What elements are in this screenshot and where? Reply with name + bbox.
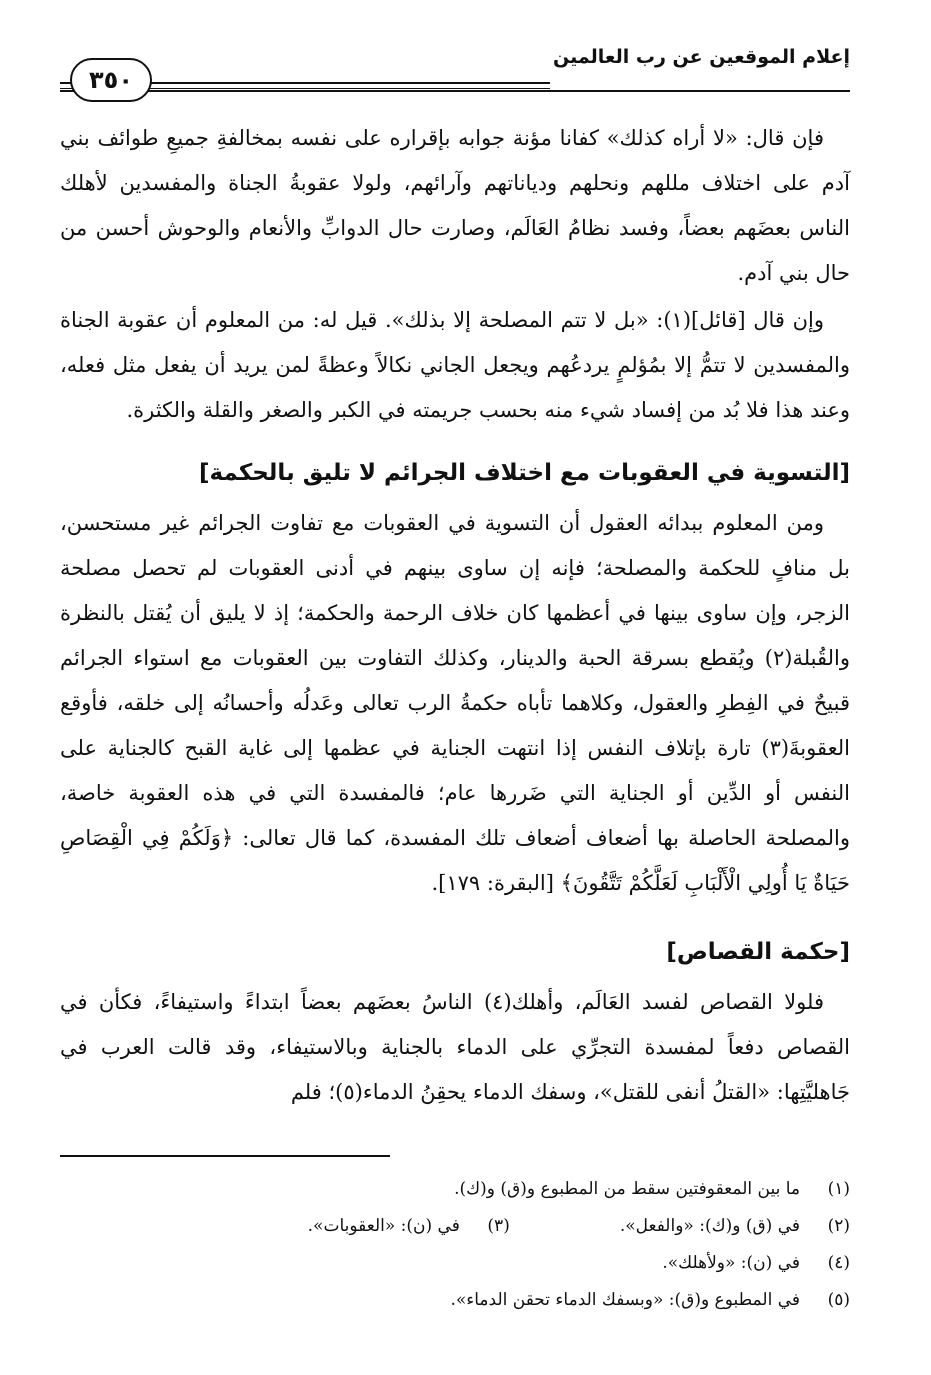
section-heading: [التسوية في العقوبات مع اختلاف الجرائم لا تليق بالحكمة]	[198, 460, 850, 486]
footnote-text: ما بين المعقوفتين سقط من المطبوع و(ق) و(ك).	[454, 1179, 800, 1199]
footnote-number: (٢)	[827, 1216, 850, 1236]
book-page	[60, 40, 850, 1360]
paragraph: وإن قال [قائل](١): «بل لا تتم المصلحة إلا بذلك». قيل له: من المعلوم أن عقوبة الجناة والمفسدين لا تتمُّ إلا بمُؤلمٍ يردعُهم ويجعل الجاني نكالاً وعظةً لمن يريد أن يفعل مثل فعله، وعند هذا فلا بُد من إفساد شيء منه بحسب جريمته في الكبر والصغر والقلة والكثرة.	[60, 308, 850, 422]
footnote-number: (٤)	[827, 1253, 850, 1273]
footnote-number: (٣)	[487, 1216, 510, 1236]
footnote-text: في (ن): «ولأهلك».	[662, 1253, 800, 1273]
book-title: إعلام الموقعين عن رب العالمين	[553, 46, 850, 68]
footnote-number: (١)	[827, 1179, 850, 1199]
page-header	[60, 40, 850, 102]
paragraph: فإن قال: «لا أراه كذلك» كفانا مؤنة جوابه بإقراره على نفسه بمخالفةِ جميعِ طوائف بني آدم على اختلاف مللهم ونحلهم ودياناتهم وآرائهم، ولولا عقوبةُ الجناة والمفسدين لأهلك الناس بعضَهم بعضاً، وفسد نظامُ العَالَم، وصارت حال الدوابِّ والأنعام والوحوش أحسن من حال بني آدم.	[60, 126, 850, 285]
page-number: ٣٥٠	[70, 58, 152, 102]
footnote	[308, 1208, 510, 1245]
footnote-text: في المطبوع و(ق): «وبسفك الدماء تحقن الدماء».	[450, 1290, 800, 1310]
footnote	[60, 1171, 850, 1208]
footnote-divider	[60, 1155, 390, 1157]
footnote	[60, 1282, 850, 1319]
main-text	[60, 116, 850, 1115]
footnotes	[60, 1171, 850, 1319]
footnote-text: في (ن): «العقوبات».	[307, 1216, 460, 1236]
footnote-row	[60, 1208, 850, 1245]
footnote	[620, 1208, 850, 1245]
paragraph: فلولا القصاص لفسد العَالَم، وأهلك(٤) الناسُ بعضَهم بعضاً ابتداءً واستيفاءً، فكأن في القصاص دفعاً لمفسدة التجرِّي على الدماء بالجناية وبالاستيفاء، وقد قالت العرب في جَاهليَّتِها: «القتلُ أنفى للقتل»، وسفك الدماء يحقِنُ الدماء(٥)؛ فلم	[60, 990, 850, 1104]
footnote-text: في (ق) و(ك): «والفعل».	[619, 1216, 800, 1236]
footnote-number: (٥)	[827, 1290, 850, 1310]
footnote	[60, 1245, 850, 1282]
section-heading: [حكمة القصاص]	[666, 939, 850, 965]
paragraph: ومن المعلوم ببدائه العقول أن التسوية في العقوبات مع تفاوت الجرائم غير مستحسن، بل منافٍ للحكمة والمصلحة؛ فإنه إن ساوى بينهم في أدنى العقوبات لم تحصل مصلحة الزجر، وإن ساوى بينها في أعظمها كان خلاف الرحمة والحكمة؛ إذ لا يليق أن يُقتل بالنظرة والقُبلة(٢) ويُقطع بسرقة الحبة والدينار، وكذلك التفاوت بين العقوبات مع استواء الجرائم قبيحٌ في الفِطرِ والعقول، وكلاهما تأباه حكمةُ الرب تعالى وعَدلُه وأحسانُه إلى خلقه، فأوقع العقوبةَ(٣) تارة بإتلاف النفس إذا انتهت الجناية في عظمها إلى غاية القبح كالجناية على النفس أو الدِّين أو الجناية التي ضَررها عام؛ فالمفسدة التي في هذه العقوبة خاصة، والمصلحة الحاصلة بها أضعاف أضعاف تلك المفسدة، كما قال تعالى: ﴿وَلَكُمْ فِي الْقِصَاصِ حَيَاةٌ يَا أُولِي الْأَلْبَابِ لَعَلَّكُمْ تَتَّقُونَ﴾ [البقرة: ١٧٩].	[60, 511, 850, 895]
header-underline	[60, 90, 850, 92]
